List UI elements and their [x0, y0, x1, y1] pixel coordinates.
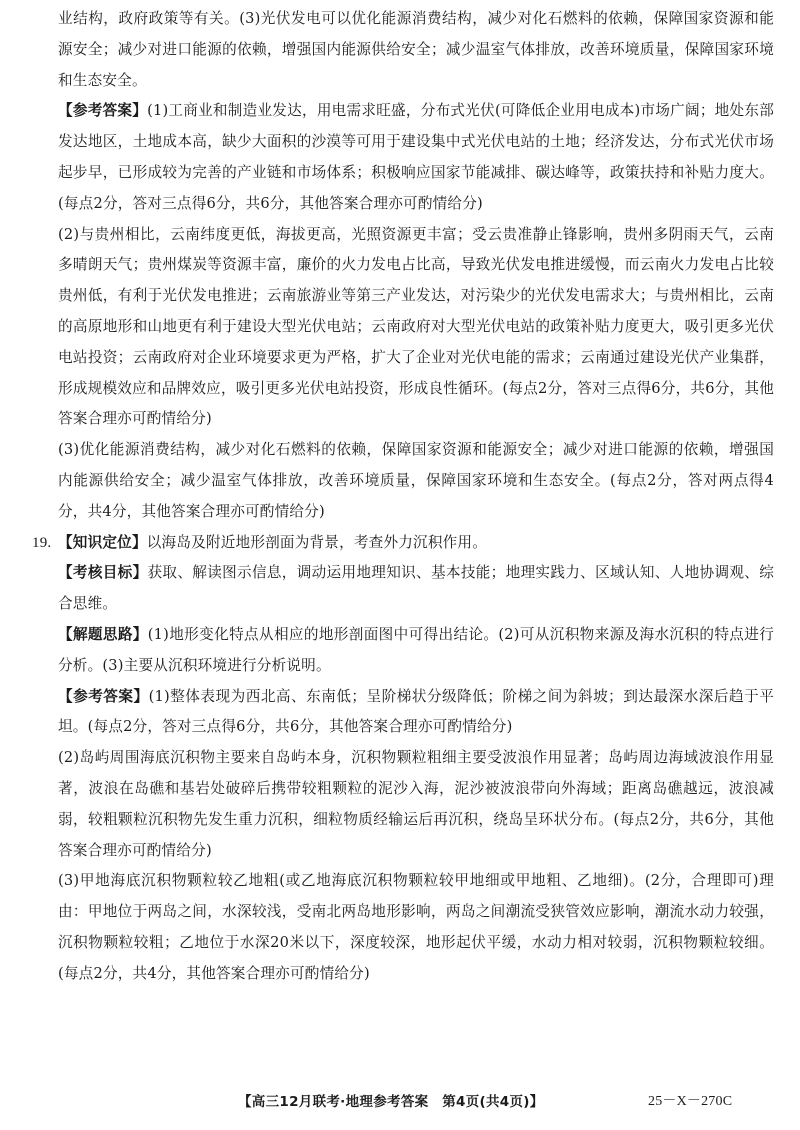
question-number: 19.: [32, 534, 52, 551]
knowledge-text: 以海岛及附近地形剖面为背景，考查外力沉积作用。: [146, 533, 488, 551]
paragraph-q19-goal: [58, 558, 774, 620]
goal-text: 获取、解读图示信息，调动运用地理知识、基本技能；地理实践力、区域认知、人地协调观、综合思维。: [58, 564, 774, 613]
solution-idea-tag: 【解题思路】: [58, 625, 148, 643]
paragraph-q19-knowledge: [32, 528, 774, 559]
reference-answer-tag: 【参考答案】: [58, 102, 148, 120]
paragraph-q18-part3-tail: 业结构，政府政策等有关。(3)光伏发电可以优化能源消费结构，减少对化石燃料的依赖，保障国家资源和能源安全；减少对进口能源的依赖，增强国内能源供给安全；减少温室气体排放，改善环境质量，保障国家环境和生态安全。: [58, 10, 774, 89]
answer-content: [32, 4, 775, 990]
paragraph-q19-answer-2: (2)岛屿周围海底沉积物主要来自岛屿本身，沉积物颗粒粗细主要受波浪作用显著；岛屿周边海域波浪作用显著，波浪在岛礁和基岩处破碎后携带较粗颗粒的泥沙入海，泥沙被波浪带向外海域；距离岛礁越远，波浪减弱，较粗颗粒沉积物先发生重力沉积，细粒物质经输运后再沉积，绕岛呈环状分布。(每点2分，共6分，其他答案合理亦可酌情给分): [58, 749, 774, 859]
solution-text: (1)地形变化特点从相应的地形剖面图中可得出结论。(2)可从沉积物来源及海水沉积的特点进行分析。(3)主要从沉积环境进行分析说明。: [58, 625, 774, 674]
paragraph-q19-answer-3: (3)甲地海底沉积物颗粒较乙地粗(或乙地海底沉积物颗粒较甲地细或甲地粗、乙地细)。(2分，合理即可)理由：甲地位于两岛之间，水深较浅，受南北两岛地形影响，两岛之间潮流受狭管效应影响，潮流水动力较强，沉积物颗粒较粗；乙地位于水深20米以下，深度较深，地形起伏平缓，水动力相对较弱，沉积物颗粒较细。(每点2分，共4分，其他答案合理亦可酌情给分): [58, 872, 774, 982]
knowledge-position-tag: 【知识定位】: [58, 533, 147, 551]
reference-answer-tag: 【参考答案】: [58, 687, 149, 705]
answer-text: (1)工商业和制造业发达，用电需求旺盛，分布式光伏(可降低企业用电成本)市场广阔；地处东部发达地区，土地成本高，缺少大面积的沙漠等可用于建设集中式光伏电站的土地；经济发达，分布式光伏市场起步早，已形成较为完善的产业链和市场体系；积极响应国家节能减排、碳达峰等，政策扶持和补贴力度大。(每点2分，答对三点得6分，共6分，其他答案合理亦可酌情给分): [58, 102, 774, 212]
footer-title: 【高三12月联考·地理参考答案 第4页(共4页)】: [238, 1094, 544, 1110]
answer-text: (1)整体表现为西北高、东南低；呈阶梯状分级降低；阶梯之间为斜坡；到达最深水深后趋于平坦。(每点2分，答对三点得6分，共6分，其他答案合理亦可酌情给分): [58, 687, 775, 736]
paragraph-q18-answer-1: [58, 96, 774, 219]
paragraph-q19-solution: [58, 620, 774, 682]
paragraph-q18-answer-2: (2)与贵州相比，云南纬度更低，海拔更高，光照资源更丰富；受云贵准静止锋影响，贵州多阴雨天气，云南多晴朗天气；贵州煤炭等资源丰富，廉价的火力发电占比高，导致光伏发电推进缓慢，而云南火力发电占比较贵州低，有利于光伏发电推进；云南旅游业等第三产业发达，对污染少的光伏发电需求大；与贵州相比，云南的高原地形和山地更有利于建设大型光伏电站；云南政府对大型光伏电站的政策补贴力度更大，吸引更多光伏电站投资；云南政府对企业环境要求更为严格，扩大了企业对光伏电能的需求；云南通过建设光伏产业集群，形成规模效应和品牌效应，吸引更多光伏电站投资，形成良性循环。(每点2分，答对三点得6分，共6分，其他答案合理亦可酌情给分): [58, 225, 774, 428]
paragraph-q19-answer-1: [58, 682, 774, 744]
page-footer: [0, 1090, 800, 1116]
assessment-goal-tag: 【考核目标】: [58, 564, 148, 582]
footer-code: 25－X－270C: [648, 1094, 733, 1109]
paragraph-q18-answer-3: (3)优化能源消费结构，减少对化石燃料的依赖，保障国家资源和能源安全；减少对进口能源的依赖，增强国内能源供给安全；减少温室气体排放，改善环境质量，保障国家环境和生态安全。(每点2分，答对两点得4分，共4分，其他答案合理亦可酌情给分): [58, 441, 774, 520]
